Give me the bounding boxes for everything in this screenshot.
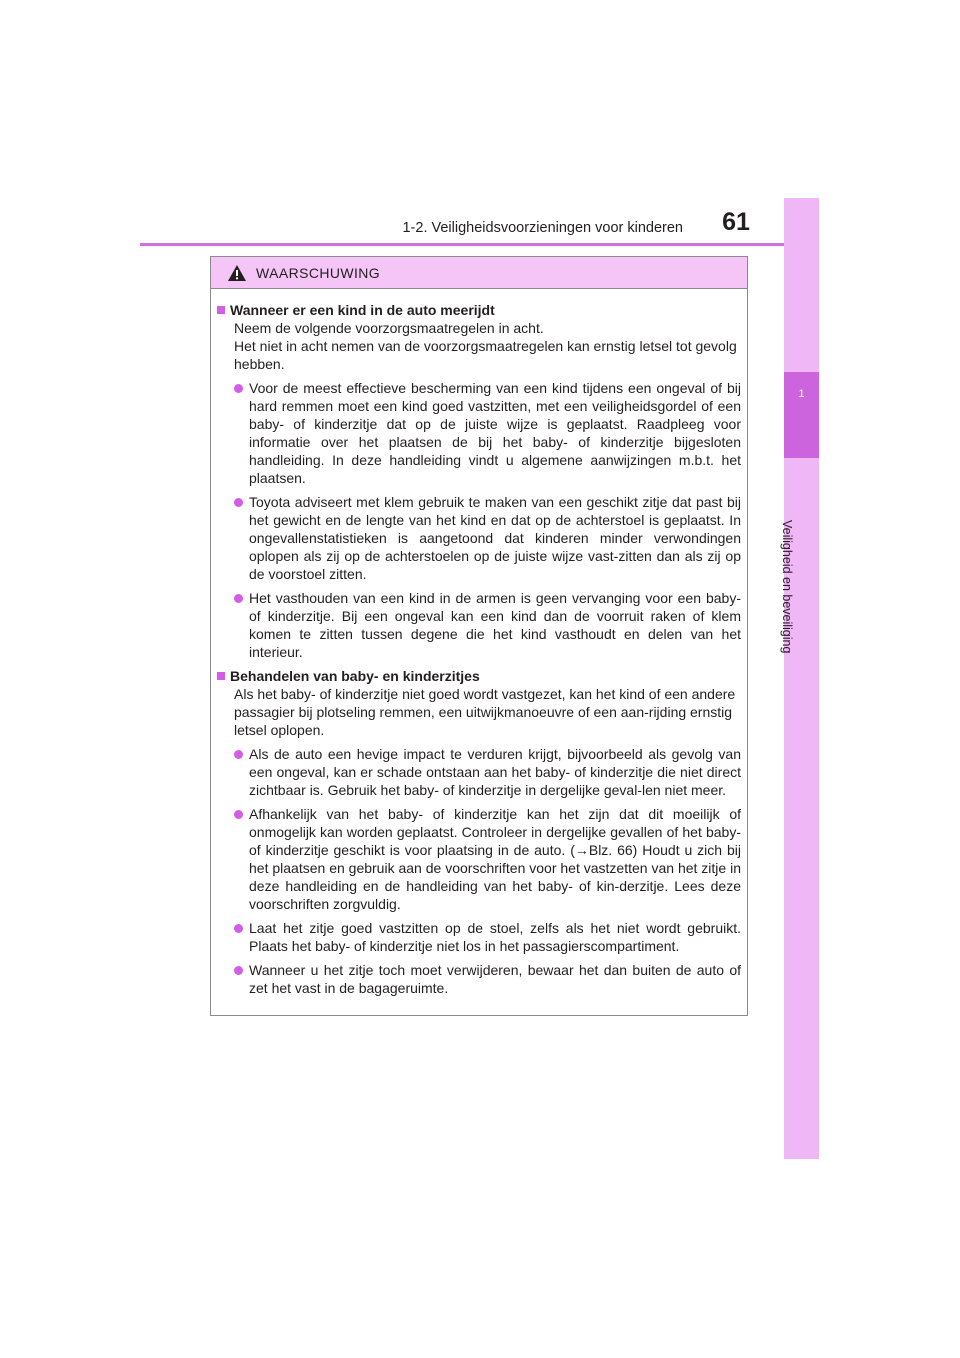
warning-section (217, 301, 741, 661)
warning-triangle-icon (227, 264, 247, 282)
list-item (234, 745, 741, 799)
bullet-dot-icon (234, 924, 243, 933)
list-item-text: Als de auto een hevige impact te verduren krijgt, bijvoorbeeld als gevolg van een ongeval, kan er schade ontstaan aan het baby- of kinderzitje die niet direct zichtbaar is. Gebruik het baby- of kinderzitje in dergelijke geval-len niet meer. (249, 746, 741, 798)
intro-line: Neem de volgende voorzorgsmaatregelen in acht. (234, 320, 544, 336)
bullet-dot-icon (234, 810, 243, 819)
list-item-text: Toyota adviseert met klem gebruik te maken van een geschikt zitje dat past bij het gewicht en de lengte van het kind en dat op de achterstoel is geplaatst. In ongevallenstatistieken is aangetoond dat kinderen minder verwondingen oplopen als zij op de achterstoelen op de juiste wijze vast-zitten dan als zij op de voorstoel zitten. (249, 494, 741, 582)
chapter-title: Veiligheid en beveiliging (780, 520, 794, 654)
bullet-dot-icon (234, 750, 243, 759)
list-item (234, 493, 741, 583)
list-item-text: Wanneer u het zitje toch moet verwijderen, bewaar het dan buiten de auto of zet het vast in de bagageruimte. (249, 962, 741, 996)
list-item-text: Het vasthouden van een kind in de armen is geen vervanging voor een baby- of kinderzitje. Bij een ongeval kan een kind dan de voorruit raken of klem komen te zitten tussen degene die het kind vasthoudt en delen van het interieur. (249, 590, 741, 660)
section-heading-text: Wanneer er een kind in de auto meerijdt (230, 302, 495, 318)
intro-line: Als het baby- of kinderzitje niet goed wordt vastgezet, kan het kind of een andere passagier bij plotseling remmen, een uitwijkmanoeuvre of een aan-rijding ernstig letsel oplopen. (234, 686, 736, 738)
bullet-dot-icon (234, 594, 243, 603)
bullet-dot-icon (234, 498, 243, 507)
list-item-text: Laat het zitje goed vastzitten op de stoel, zelfs als het niet wordt gebruikt. Plaats het baby- of kinderzitje niet los in het passagierscompartiment. (249, 920, 741, 954)
list-item-text: Afhankelijk van het baby- of kinderzitje kan het zijn dat dit moeilijk of onmogelijk kan worden geplaatst. Controleer in dergelijke gevallen of het baby- of kinderzitje geschikt is voor plaatsing in de auto. (→Blz. 66) Houdt u zich bij het plaatsen en gebruik aan de voorschriften voor het vastzetten van het zitje in deze handleiding en de handleiding van het baby- of kin-derzitje. Lees deze voorschriften zorgvuldig. (249, 806, 741, 912)
warning-header (211, 257, 747, 289)
section-title: 1-2. Veiligheidsvoorzieningen voor kinderen (402, 220, 683, 236)
page-number: 61 (722, 208, 750, 236)
list-item (234, 805, 741, 913)
list-item-text: Voor de meest effectieve bescherming van een kind tijdens een ongeval of bij hard remmen moet een kind goed vastzitten, met een veiligheidsgordel of een baby- of kinderzitje dat op de juiste wijze is geplaatst. Raadpleeg voor informatie over het plaatsen de bij het baby- of kinderzitje bijgesloten handleiding. In deze handleiding vindt u algemene aanwijzingen m.b.t. het plaatsen. (249, 380, 741, 486)
chapter-number: 1 (798, 388, 805, 400)
list-item (234, 589, 741, 661)
intro-line: Het niet in acht nemen van de voorzorgsmaatregelen kan ernstig letsel tot gevolg hebben. (234, 338, 737, 372)
square-bullet-icon (217, 672, 225, 680)
section-heading (217, 301, 741, 319)
warning-section (217, 667, 741, 997)
square-bullet-icon (217, 306, 225, 314)
list-item (234, 919, 741, 955)
section-intro (234, 685, 741, 739)
chapter-side-tab-active (784, 372, 819, 458)
warning-title: WAARSCHUWING (256, 264, 381, 281)
header-rule (140, 243, 819, 246)
list-item (234, 961, 741, 997)
warning-body (211, 289, 747, 997)
list-item (234, 379, 741, 487)
section-heading (217, 667, 741, 685)
warning-box (210, 256, 748, 1016)
bullet-dot-icon (234, 384, 243, 393)
chapter-side-tab (784, 198, 819, 1159)
section-intro (234, 319, 741, 373)
section-heading-text: Behandelen van baby- en kinderzitjes (230, 668, 480, 684)
bullet-dot-icon (234, 966, 243, 975)
